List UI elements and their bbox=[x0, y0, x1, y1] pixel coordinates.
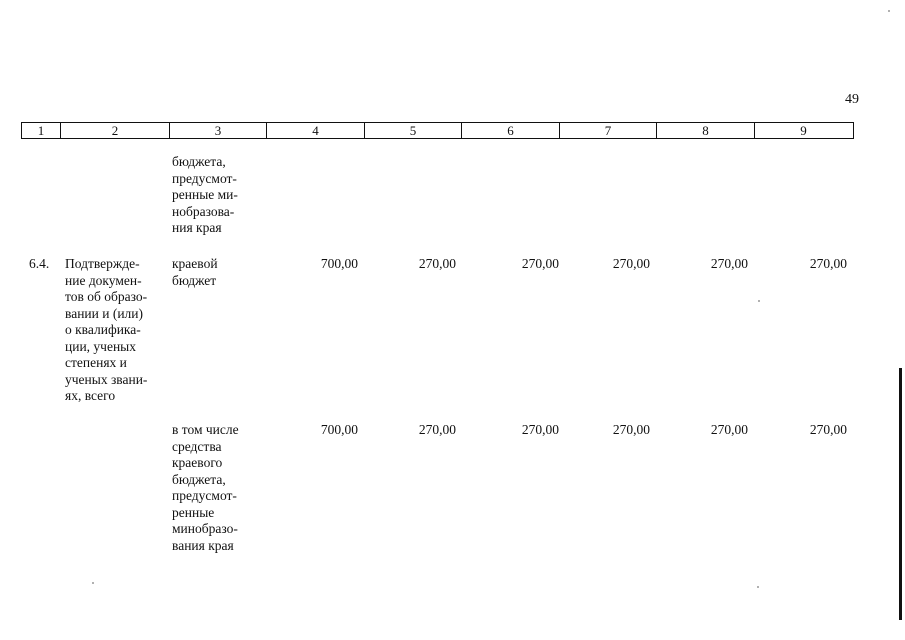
header-cell-2: 2 bbox=[60, 123, 169, 138]
row-1-value-7: 270,00 bbox=[612, 256, 650, 271]
header-cell-3: 3 bbox=[169, 123, 266, 138]
header-cell-6: 6 bbox=[461, 123, 559, 138]
header-cell-9: 9 bbox=[754, 123, 852, 138]
row-2-value-9: 270,00 bbox=[809, 422, 847, 437]
row-2-value-5: 270,00 bbox=[418, 422, 456, 437]
scan-margin-line bbox=[899, 368, 902, 620]
row-2-source-cell: в том числе средства краевого бюджета, предусмот- ренные минобразо- вания края bbox=[172, 422, 239, 553]
row-1-name-cell: Подтвержде- ние докумен- тов об образо- вании и (или) о квалифика- ции, ученых степенях и ученых звани- ях, всего bbox=[65, 256, 148, 403]
table-header-row bbox=[21, 122, 854, 139]
row-1-number-cell: 6.4. bbox=[29, 256, 50, 271]
page-number: 49 bbox=[845, 92, 859, 107]
scan-speck bbox=[92, 582, 94, 584]
row-2-value-8: 270,00 bbox=[710, 422, 748, 437]
row-2-value-7: 270,00 bbox=[612, 422, 650, 437]
row-2-value-4: 700,00 bbox=[320, 422, 358, 437]
row-2-value-6: 270,00 bbox=[521, 422, 559, 437]
header-cell-8: 8 bbox=[656, 123, 754, 138]
row-1-value-5: 270,00 bbox=[418, 256, 456, 271]
row-1-value-6: 270,00 bbox=[521, 256, 559, 271]
row-1-value-4: 700,00 bbox=[320, 256, 358, 271]
header-cell-7: 7 bbox=[559, 123, 656, 138]
row-1-value-9: 270,00 bbox=[809, 256, 847, 271]
header-cell-1: 1 bbox=[37, 123, 45, 138]
row-1-source-cell: краевой бюджет bbox=[172, 256, 218, 288]
row-1-value-8: 270,00 bbox=[710, 256, 748, 271]
header-cell-4: 4 bbox=[266, 123, 364, 138]
header-cell-5: 5 bbox=[364, 123, 461, 138]
scan-speck bbox=[888, 10, 890, 12]
row-0-source-cell: бюджета, предусмот- ренные ми- нобразова- ния края bbox=[172, 154, 238, 235]
scan-speck bbox=[757, 586, 759, 588]
scan-speck bbox=[758, 300, 760, 302]
